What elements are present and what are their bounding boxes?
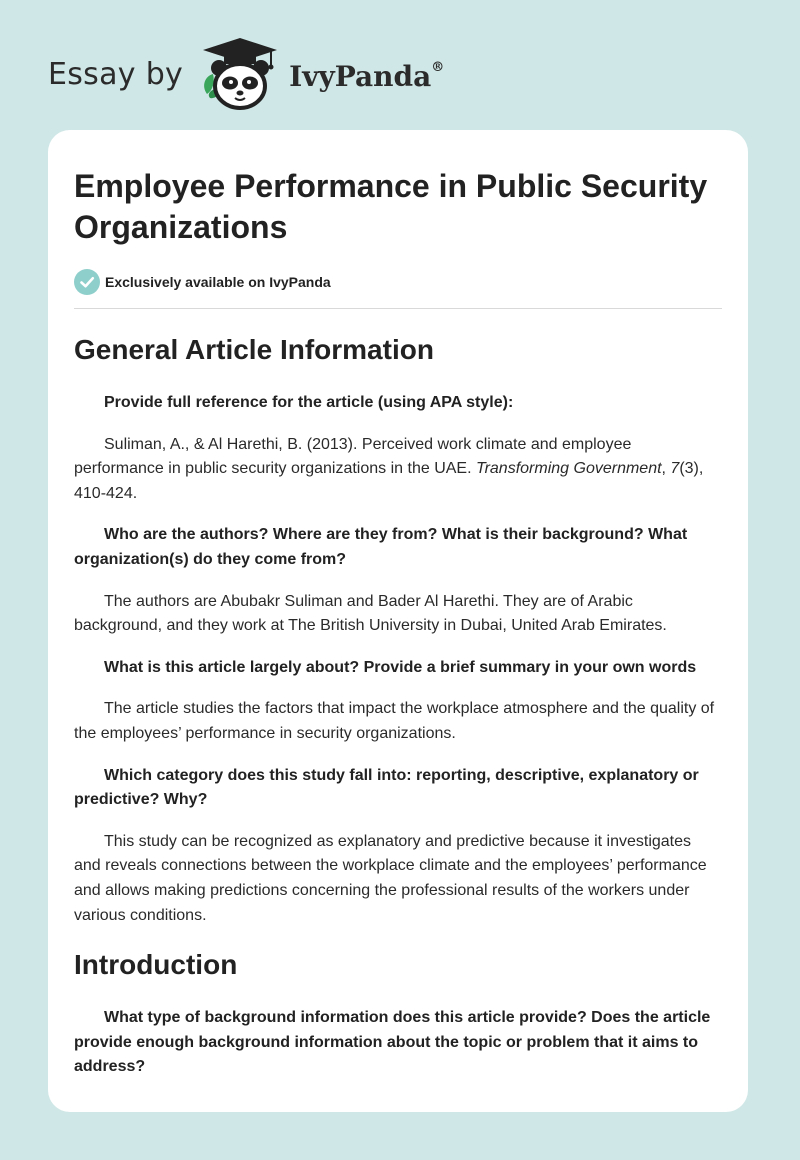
question-category: Which category does this study fall into: reporting, descriptive, explanatory or predictive? Why? [74, 766, 699, 809]
journal-name: Transforming Government [475, 460, 662, 478]
journal-volume: 7 [670, 460, 680, 478]
section-heading-general: General Article Information [74, 334, 434, 365]
question-summary: What is this article largely about? Provide a brief summary in your own words [104, 658, 697, 676]
question-authors: Who are the authors? Where are they from? What is their background? What organization(s) do they come from? [74, 526, 688, 568]
registered-mark: ® [431, 60, 445, 76]
essay-by-label: Essay by [48, 56, 184, 92]
answer-category: This study can be recognized as explanatory and predictive because it investigates and reveals connections between the workplace climate and the employees’ performance and allows making predictions concerning the professional results of the workers under various conditions. [74, 832, 707, 924]
answer-summary: The article studies the factors that impact the workplace atmosphere and the quality of the employees’ performance in security organizations. [74, 700, 715, 742]
check-circle-icon [74, 269, 100, 295]
page-title: Employee Performance in Public Security Organizations [74, 168, 708, 245]
answer-authors: The authors are Abubakr Suliman and Bader Al Harethi. They are of Arabic background, and they work at The British University in Dubai, United Arab Emirates. [74, 592, 667, 635]
panda-graduate-icon [197, 36, 283, 112]
exclusive-badge [74, 268, 722, 296]
article-card [48, 130, 748, 1112]
section-heading-introduction: Introduction [74, 949, 238, 981]
question-reference: Provide full reference for the article (using APA style): [104, 394, 514, 411]
title-divider [74, 308, 722, 309]
question-background: What type of background information does this article provide? Does the article provide enough background information about the topic or problem that it aims to address? [74, 1009, 711, 1076]
site-header [48, 34, 444, 114]
exclusive-badge-label: Exclusively available on IvyPanda [105, 274, 331, 290]
answer-reference: Suliman, A., & Al Harethi, B. (2013). Perceived work climate and employee performance in public security organizations in the UAE. Transforming Government, 7(3), 410-424. [74, 435, 704, 502]
brand-name: IvyPanda® [289, 59, 445, 93]
